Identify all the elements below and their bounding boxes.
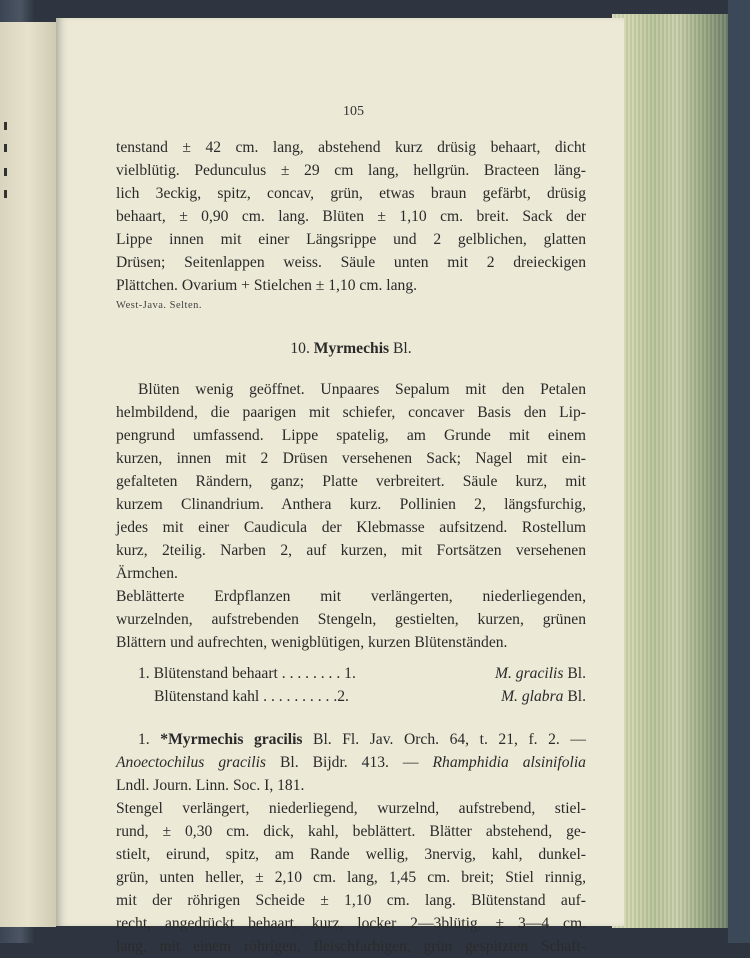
continuation-paragraph [116,136,586,297]
text-line: gefalteten Rändern, ganz; Platte verbreitert. Säule kurz, mit [116,473,586,490]
genus-heading [116,337,586,360]
text-line: kurzem Clinandrium. Anthera kurz. Pollinien 2, längsfurchig, [116,496,586,513]
key-lead: Blütenstand kahl . . . . . . . . . .2. [154,688,349,705]
distribution-note: West-Java. Selten. [116,300,203,311]
text-line: rund, ± 0,30 cm. dick, kahl, beblättert. Blätter abstehend, ge- [116,823,586,840]
facing-page-mark [4,168,7,176]
text-line: stielt, eirund, spitz, am Rande wellig, 3nervig, kahl, dunkel- [116,846,586,863]
text-line: Plättchen. Ovarium + Stielchen ± 1,10 cm. lang. [116,277,418,294]
species-citation-line [116,751,586,774]
text-line: lang, mit einem röhrigen, fleischfarbigen, grün gespitzten Schaft- [116,938,586,955]
text-line: wurzelnden, aufstrebenden Stengeln, gestielten, kurzen, grünen [116,611,586,628]
book-page [56,18,624,955]
facing-page-mark [4,144,7,152]
text-line: kurz, 2teilig. Narben 2, auf kurzen, mit Fortsätzen versehenen [116,542,586,559]
species-name: *Myrmechis gracilis [160,731,303,748]
key-species [495,662,586,685]
key-species [501,685,586,708]
synonym-1: Anoectochilus gracilis [116,754,266,771]
text-line: pengrund umfassend. Lippe spatelig, am Grunde mit einem [116,427,586,444]
species-entry [116,728,586,797]
key-species-prefix: M. [495,665,512,682]
key-species-prefix: M. [501,688,518,705]
key-row [116,685,586,708]
species-citation-1: Bl. Fl. Jav. Orch. 64, t. 21, f. 2. — [313,731,586,748]
species-citation-line [116,728,586,751]
book-cover [728,0,750,943]
habit-description [116,585,586,654]
species-citation-2: Bl. Bijdr. 413. — [279,754,419,771]
key-row [116,662,586,685]
text-line: helmbildend, die paarigen mit schiefer, concaver Basis den Lip- [116,404,586,421]
text-line: tenstand ± 42 cm. lang, abstehend kurz drüsig behaart, dicht [116,139,586,156]
genus-description [116,378,586,585]
key-species-author: Bl. [567,665,586,682]
text-line: recht, angedrückt behaart, kurz, locker 2—3blütig, ± 3—4 cm. [116,915,586,932]
page-text [116,136,586,958]
key-species-epithet: gracilis [515,665,564,682]
species-number: 1. [138,731,150,748]
text-line: Blüten wenig geöffnet. Unpaares Sepalum mit den Petalen [138,381,586,398]
key-species-epithet: glabra [521,688,564,705]
synonym-2: Rhamphidia alsinifolia [432,754,586,771]
genus-author: Bl. [393,340,412,357]
text-line: jedes mit einer Caudicula der Klebmasse aufsitzend. Rostellum [116,519,586,536]
page-block-edge [612,14,730,928]
text-line: Drüsen; Seitenlappen weiss. Säule unten mit 2 dreieckigen [116,254,586,271]
key-lead: 1. Blütenstand behaart . . . . . . . . 1. [138,665,356,682]
key-species-author: Bl. [567,688,586,705]
text-line: vielblütig. Pedunculus ± 29 cm lang, hellgrün. Bracteen läng- [116,162,586,179]
species-description [116,797,586,958]
text-line: mit der röhrigen Scheide ± 1,10 cm. lang. Blütenstand auf- [116,892,586,909]
text-line: grün, unten heller, ± 2,10 cm. lang, 1,45 cm. breit; Stiel rinnig, [116,869,586,886]
text-line: Blättern und aufrechten, wenigblütigen, kurzen Blütenständen. [116,634,508,651]
text-line: behaart, ± 0,90 cm. lang. Blüten ± 1,10 cm. breit. Sack der [116,208,586,225]
facing-page-mark [4,122,7,130]
text-line: Stengel verlängert, niederliegend, wurzelnd, aufstrebend, stiel- [116,800,586,817]
genus-name: Myrmechis [313,340,390,357]
identification-key [116,662,586,708]
species-citation-line: Lndl. Journ. Linn. Soc. I, 181. [116,777,305,794]
text-line: lich 3eckig, spitz, concav, grün, etwas braun gefärbt, drüsig [116,185,586,202]
genus-number: 10. [290,340,310,357]
text-line: Lippe innen mit einer Längsrippe und 2 gelblichen, glatten [116,231,586,248]
facing-page-mark [4,190,7,198]
text-line: Beblätterte Erdpflanzen mit verlängerten, niederliegenden, [116,588,586,605]
text-line: Ärmchen. [116,565,178,582]
text-line: kurzen, innen mit 2 Drüsen versehenen Sack; Nagel mit ein- [116,450,586,467]
facing-page-edge [0,22,56,927]
page-number: 105 [343,104,364,119]
